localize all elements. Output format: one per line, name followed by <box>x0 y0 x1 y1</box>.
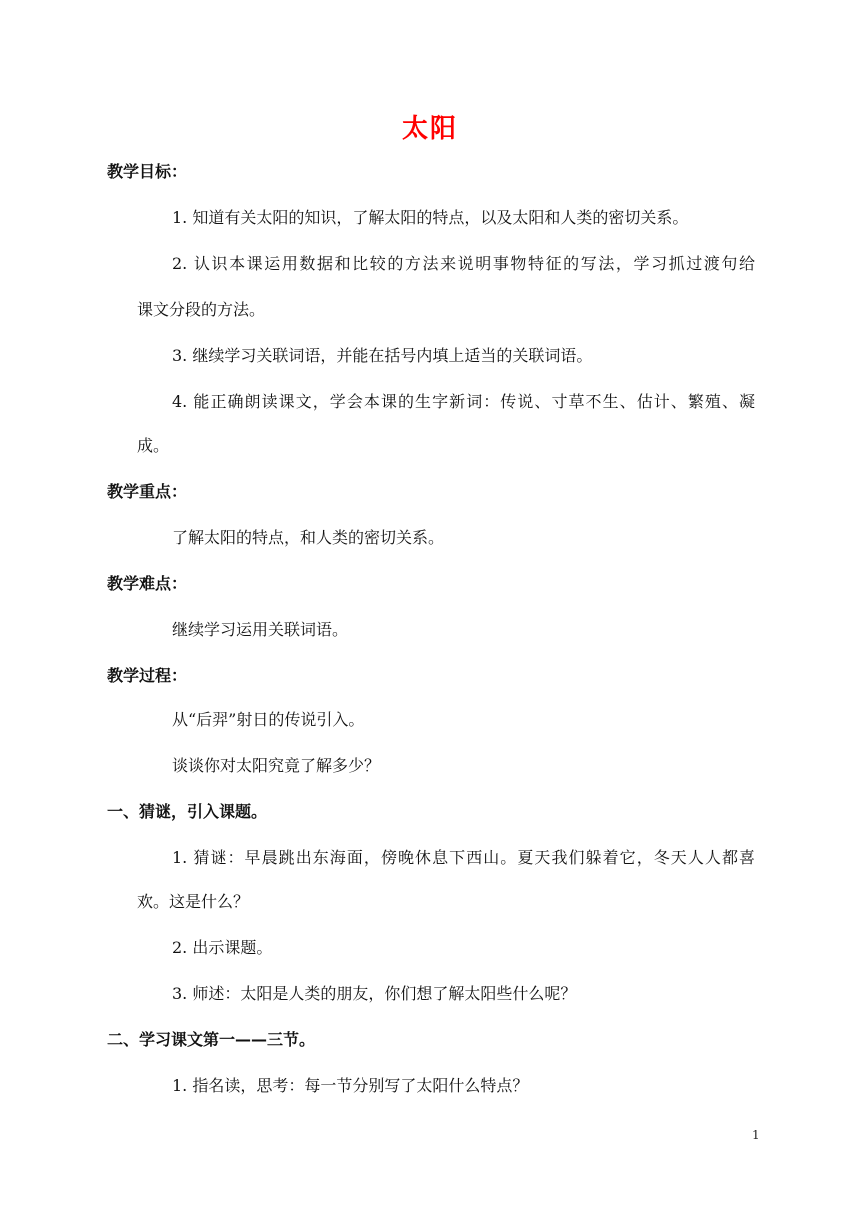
key-text: 了解太阳的特点，和人类的密切关系。 <box>172 528 445 547</box>
goals-heading: 教学目标： <box>107 162 188 181</box>
part1-line-1-cont: 欢。这是什么？ <box>137 892 250 911</box>
goal-3: 3. 继续学习关联词语，并能在括号内填上适当的关联词语。 <box>172 346 593 365</box>
part2-heading: 二、学习课文第一——三节。 <box>107 1030 316 1049</box>
part1-line-1: 1. 猜谜：早晨跳出东海面，傍晚休息下西山。夏天我们躲着它，冬天人人都喜 <box>172 848 755 867</box>
page-number: 1 <box>752 1128 760 1142</box>
goal-2-cont: 课文分段的方法。 <box>137 300 266 319</box>
part1-line-2: 2. 出示课题。 <box>172 938 273 957</box>
goal-1: 1. 知道有关太阳的知识，了解太阳的特点，以及太阳和人类的密切关系。 <box>172 208 689 227</box>
part1-heading: 一、猜谜，引入课题。 <box>107 802 268 821</box>
difficulty-heading: 教学难点： <box>107 574 188 593</box>
process-line-2: 谈谈你对太阳究竟了解多少？ <box>172 756 381 775</box>
process-heading: 教学过程： <box>107 666 188 685</box>
part1-line-3: 3. 师述：太阳是人类的朋友，你们想了解太阳些什么呢？ <box>172 984 577 1003</box>
goal-4-cont: 成。 <box>137 436 170 455</box>
key-heading: 教学重点： <box>107 482 188 501</box>
part2-line-1: 1. 指名读，思考：每一节分别写了太阳什么特点？ <box>172 1076 529 1095</box>
difficulty-text: 继续学习运用关联词语。 <box>172 620 349 639</box>
goal-2: 2. 认识本课运用数据和比较的方法来说明事物特征的写法，学习抓过渡句给 <box>172 254 755 273</box>
process-line-1: 从“后羿”射日的传说引入。 <box>172 710 365 729</box>
goal-4: 4. 能正确朗读课文，学会本课的生字新词：传说、寸草不生、估计、繁殖、凝 <box>172 392 755 411</box>
document-title: 太阳 <box>401 114 458 144</box>
